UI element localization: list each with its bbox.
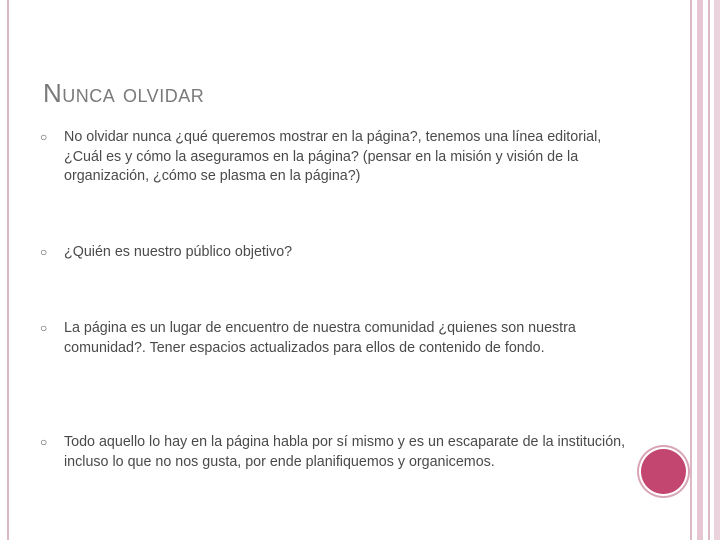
circle-bullet-icon: ○ bbox=[40, 130, 48, 144]
bullet-item bbox=[40, 128, 630, 187]
frame-right-band bbox=[697, 0, 703, 540]
bullet-text: La página es un lugar de encuentro de nuestra comunidad ¿quienes son nuestra comunidad?. Tener espacios actualizados para ellos de contenido de fondo. bbox=[64, 320, 576, 356]
decorative-circle bbox=[641, 449, 686, 494]
bullet-item bbox=[40, 319, 630, 358]
circle-bullet-icon: ○ bbox=[40, 321, 48, 335]
frame-right-line bbox=[708, 0, 710, 540]
bullet-item bbox=[40, 243, 630, 263]
circle-bullet-icon: ○ bbox=[40, 245, 48, 259]
frame-left-line bbox=[7, 0, 9, 540]
bullet-text: No olvidar nunca ¿qué queremos mostrar en la página?, tenemos una línea editorial, ¿Cuál es y cómo la aseguramos en la página? (pensar en la misión y visión de la organización, ¿cómo se plasma en la página?) bbox=[64, 129, 602, 184]
slide-title: Nunca olvidar bbox=[43, 78, 205, 108]
bullet-item bbox=[40, 433, 630, 472]
bullet-text: ¿Quién es nuestro público objetivo? bbox=[64, 244, 293, 260]
bullet-text: Todo aquello lo hay en la página habla por sí mismo y es un escaparate de la institución, incluso lo que no nos gusta, por ende planifiquemos y organicemos. bbox=[64, 434, 626, 470]
frame-right-band bbox=[714, 0, 720, 540]
circle-bullet-icon: ○ bbox=[40, 435, 48, 449]
frame-right-line bbox=[690, 0, 692, 540]
